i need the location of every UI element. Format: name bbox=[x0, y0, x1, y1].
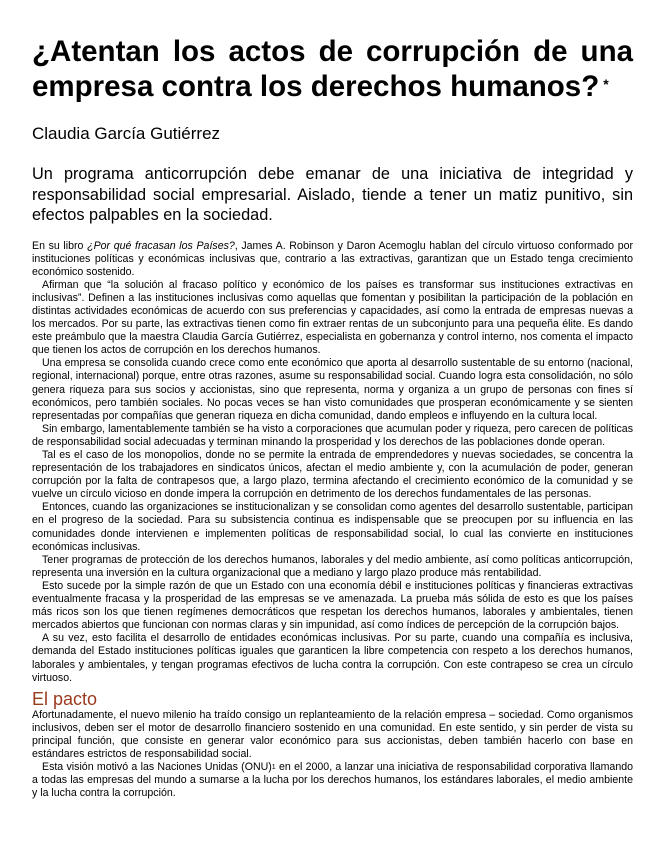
article bbox=[32, 34, 633, 800]
paragraph: Sin embargo, lamentablemente también se ha visto a corporaciones que acumulan poder y riqueza, pero carecen de políticas de responsabilidad social adecuadas y terminan minando la prosperidad y los derechos de las poblaciones donde operan. bbox=[32, 422, 633, 448]
section-heading: El pacto bbox=[32, 688, 98, 709]
article-title: ¿Atentan los actos de corrupción de una empresa contra los derechos humanos? * bbox=[32, 35, 633, 103]
paragraph: Una empresa se consolida cuando crece como ente económico que aporta al desarrollo sustentable de su entorno (nacional, regional, internacional) porque, entre otras razones, asume su responsabilidad social. Cuando logra esta consolidación, no sólo genera riqueza para sus socios y accionistas, sino que representa, norma y organiza a un grupo de personas con fines sí económicos, pero también sociales. No pocas veces se han visto comunidades que prosperan económicamente y se sienten representadas por compañías que generan riqueza en dicha comunidad, dando empleos e influyendo en la cultura local. bbox=[32, 357, 633, 422]
paragraph: Tal es el caso de los monopolios, donde no se permite la entrada de emprendedores y nuevas sociedades, se concentra la representación de los trabajadores en sindicatos únicos, afectan el medio ambiente y, con la acumulación de poder, generan corrupción por la falta de contrapesos que, a largo plazo, termina afectando el crecimiento económico de la comunidad y se vuelve un círculo vicioso en donde impera la corrupción en detrimento de los derechos fundamentales de las personas. bbox=[32, 449, 633, 501]
article-body bbox=[32, 240, 633, 801]
paragraph: En su libro ¿Por qué fracasan los Países?, James A. Robinson y Daron Acemoglu hablan del círculo virtuoso conformado por instituciones políticas y económicas inclusivas que, contrario a las extractivas, garantizan que un Estado tenga crecimiento económico sostenido. bbox=[32, 239, 634, 278]
paragraph: Afirman que “la solución al fracaso político y económico de los países es transformar sus instituciones extractivas en inclusivas”. Definen a las instituciones inclusivas como aquellas que fomentan y posibilitan la participación de la población en distintas actividades económicas de acuerdo con sus preferencias y capacidades, así como la entrada de empresas nuevas a los mercados. Por su parte, las extractivas tienen como fin extraer rentas de un subconjunto para una pequeña élite. Es dando este preámbulo que la maestra Claudia García Gutiérrez, especialista en gobernanza y control interno, nos comenta el impacto que tienen los actos de corrupción en los derechos humanos. bbox=[32, 278, 633, 357]
paragraph: Esto sucede por la simple razón de que un Estado con una economía débil e instituciones políticas y financieras extractivas eventualmente fracasa y la prosperidad de las empresas se ve amenazada. La prueba más sólida de esto es que los países más ricos son los que tienen regímenes democráticos que respetan los derechos humanos, laborales y ambientales, tienen mercados abiertos que funcionan con normas claras y sin impunidad, así como índices de percepción de la corrupción bajos. bbox=[32, 579, 633, 632]
paragraph: Entonces, cuando las organizaciones se institucionalizan y se consolidan como agentes del desarrollo sustentable, participan en el progreso de la sociedad. Para su subsistencia continua es indispensable que se preocupen por su influencia en las comunidades donde intervienen e implementen políticas de responsabilidad social, lo cual las convierte en instituciones económicas inclusivas. bbox=[32, 501, 633, 553]
paragraph: Afortunadamente, el nuevo milenio ha traído consigo un replanteamiento de la relación empresa – sociedad. Como organismos inclusivos, deben ser el motor de desarrollo financiero sostenido en una comunidad. En este sentido, y sin perder de vista su principal función, que consiste en generar valor económico para sus accionistas, deben también hacerlo con base en estándares estrictos de responsabilidad social. bbox=[32, 708, 633, 760]
paragraph: A su vez, esto facilita el desarrollo de entidades económicas inclusivas. Por su parte, cuando una compañía es inclusiva, demanda del Estado instituciones políticas iguales que garanticen la libre competencia con respeto a los derechos humanos, laborales y ambientales, y tengan programas efectivos de lucha contra la corrupción. Con este contrapeso se crea un círculo virtuoso. bbox=[32, 632, 633, 684]
book-title: ¿Por qué fracasan los Países? bbox=[87, 239, 235, 252]
footnote-mark: * bbox=[603, 76, 609, 92]
footnote-reference[interactable]: 1 bbox=[271, 764, 276, 772]
paragraph: Esta visión motivó a las Naciones Unidas (ONU)$^1$ en el 2000, a lanzar una iniciativa de responsabilidad corporativa llamando a todas las empresas del mundo a sumarse a la lucha por los derechos humanos, los estándares laborales, el medio ambiente y la lucha contra la corrupción. bbox=[32, 761, 633, 800]
paragraph: Tener programas de protección de los derechos humanos, laborales y del medio ambiente, así como políticas anticorrupción, representa una inversión en la cultura organizacional que a mediano y largo plazo produce más rentabilidad. bbox=[32, 553, 633, 579]
author-name: Claudia García Gutiérrez bbox=[32, 124, 221, 143]
lead-paragraph: Un programa anticorrupción debe emanar de una iniciativa de integridad y responsabilidad social empresarial. Aislado, tiende a tener un matiz punitivo, sin efectos palpables en la sociedad. bbox=[32, 165, 633, 224]
